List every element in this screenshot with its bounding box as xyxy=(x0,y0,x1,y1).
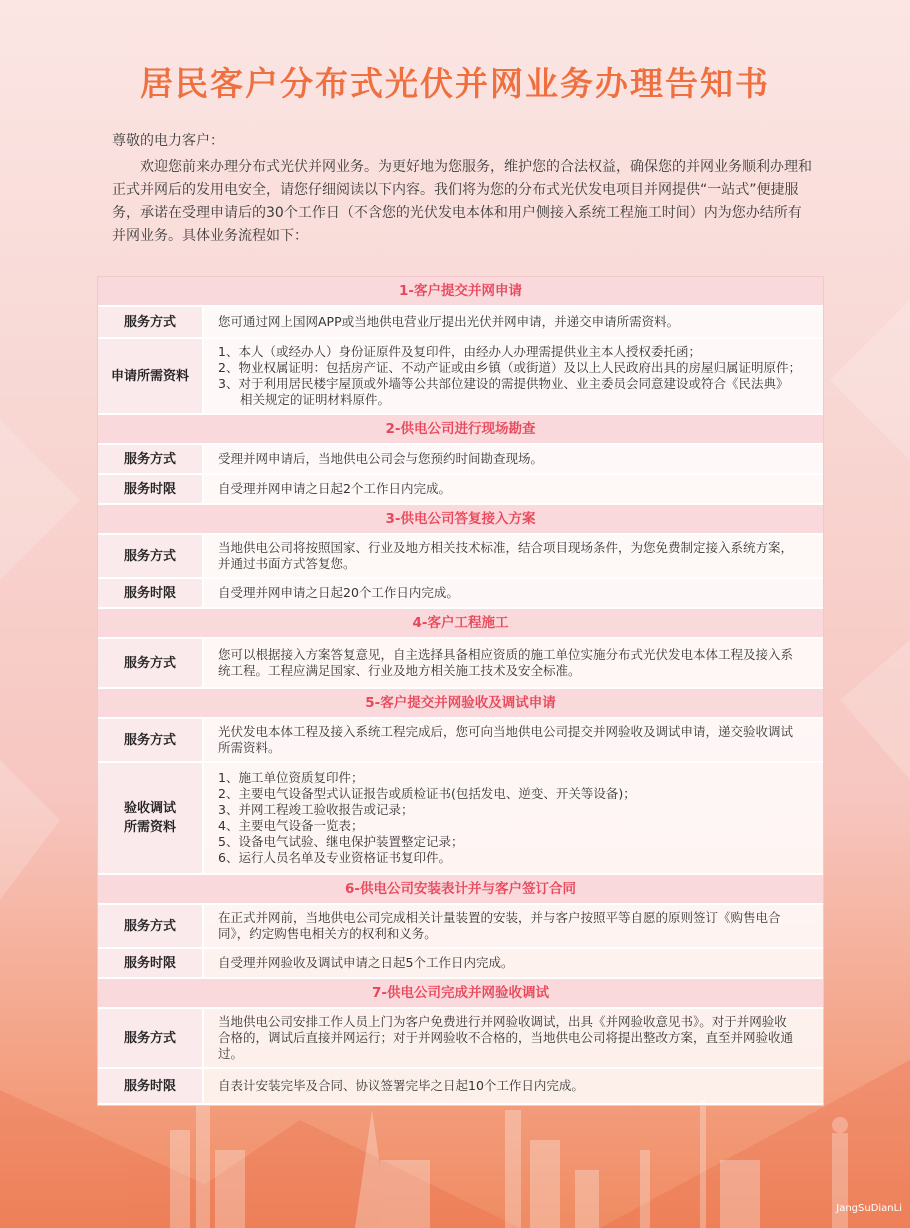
table-row xyxy=(98,763,823,875)
row-label: 服务方式 xyxy=(98,535,204,577)
table-row xyxy=(98,1009,823,1069)
row-content xyxy=(204,307,823,337)
row-content xyxy=(204,639,823,687)
intro-section xyxy=(112,130,812,248)
row-content xyxy=(204,949,823,977)
content-line: 2、物业权属证明：包括房产证、不动产证或由乡镇（或街道）及以上人民政府出具的房屋归属证明原件； xyxy=(218,360,801,375)
row-content xyxy=(204,763,823,873)
row-content xyxy=(204,579,823,607)
table-row xyxy=(98,475,823,505)
content-line: 所需资料。 xyxy=(218,740,281,755)
table-row xyxy=(98,307,823,339)
content-line: 您可通过网上国网APP或当地供电营业厅提出光伏并网申请，并递交申请所需资料。 xyxy=(218,314,680,329)
table-row xyxy=(98,905,823,949)
row-label: 服务方式 xyxy=(98,307,204,337)
table-row xyxy=(98,445,823,475)
watermark: JangSuDianLi xyxy=(836,1203,902,1214)
intro-paragraph: 欢迎您前来办理分布式光伏并网业务。为更好地为您服务，维护您的合法权益，确保您的并网业务顺利办理和正式并网后的发用电安全，请您仔细阅读以下内容。我们将为您的分布式光伏发电项目并网提供“一站式”便捷服务，承诺在受理申请后的30个工作日（不含您的光伏发电本体和用户侧接入系统工程施工时间）内为您办结所有并网业务。具体业务流程如下： xyxy=(112,159,812,244)
page-title: 居民客户分布式光伏并网业务办理告知书 xyxy=(140,64,770,103)
row-content xyxy=(204,339,823,413)
table-row xyxy=(98,1069,823,1105)
content-line: 3、对于利用居民楼宇屋顶或外墙等公共部位建设的需提供物业、业主委员会同意建设或符合《民法典》 xyxy=(218,376,789,391)
content-line: 1、本人（或经办人）身份证原件及复印件，由经办人办理需提供业主本人授权委托函； xyxy=(218,344,701,359)
content-line: 5、设备电气试验、继电保护装置整定记录； xyxy=(218,834,464,849)
row-content xyxy=(204,1069,823,1103)
content-line: 统工程。工程应满足国家、行业及地方相关施工技术及安全标准。 xyxy=(218,663,581,678)
section-header-step-5: 5-客户提交并网验收及调试申请 xyxy=(98,689,823,719)
table-row xyxy=(98,949,823,979)
row-label: 服务时限 xyxy=(98,1069,204,1103)
content-line: 您可以根据接入方案答复意见，自主选择具备相应资质的施工单位实施分布式光伏发电本体工程及接入系 xyxy=(218,647,794,662)
section-header-step-4: 4-客户工程施工 xyxy=(98,609,823,639)
row-label: 申请所需资料 xyxy=(98,339,204,413)
content-line: 4、主要电气设备一览表； xyxy=(218,818,364,833)
content-line: 2、主要电气设备型式认证报告或质检证书(包括发电、逆变、开关等设备)； xyxy=(218,786,636,801)
content-line: 当地供电公司安排工作人员上门为客户免费进行并网验收调试，出具《并网验收意见书》。对于并网验收 xyxy=(218,1014,787,1029)
content-line: 6、运行人员名单及专业资格证书复印件。 xyxy=(218,850,451,865)
content-line: 自受理并网申请之日起2个工作日内完成。 xyxy=(218,481,451,496)
greeting: 尊敬的电力客户： xyxy=(112,133,224,149)
row-label: 服务方式 xyxy=(98,445,204,473)
section-header-step-1: 1-客户提交并网申请 xyxy=(98,277,823,307)
content-line: 合格的，调试后直接并网运行；对于并网验收不合格的，当地供电公司将提出整改方案，直至并网验收通 xyxy=(218,1030,794,1045)
content-line: 自受理并网验收及调试申请之日起5个工作日内完成。 xyxy=(218,955,514,970)
row-label: 服务方式 xyxy=(98,1009,204,1067)
row-label: 服务时限 xyxy=(98,949,204,977)
row-label: 服务方式 xyxy=(98,905,204,947)
process-table xyxy=(97,276,824,1106)
table-row xyxy=(98,719,823,763)
content-line: 过。 xyxy=(218,1046,244,1061)
content-line: 受理并网申请后，当地供电公司会与您预约时间勘查现场。 xyxy=(218,451,544,466)
content-line: 1、施工单位资质复印件； xyxy=(218,770,364,785)
content-line: 3、并网工程竣工验收报告或记录； xyxy=(218,802,414,817)
content-line: 并通过书面方式答复您。 xyxy=(218,556,356,571)
row-label: 服务方式 xyxy=(98,719,204,761)
row-content xyxy=(204,719,823,761)
section-header-step-6: 6-供电公司安装表计并与客户签订合同 xyxy=(98,875,823,905)
row-content xyxy=(204,445,823,473)
row-content xyxy=(204,905,823,947)
content-line: 当地供电公司将按照国家、行业及地方相关技术标准，结合项目现场条件，为您免费制定接入系统方案， xyxy=(218,540,794,555)
content-line: 相关规定的证明材料原件。 xyxy=(240,392,391,407)
row-content xyxy=(204,1009,823,1067)
table-row xyxy=(98,339,823,415)
row-label: 服务时限 xyxy=(98,579,204,607)
row-label: 服务时限 xyxy=(98,475,204,503)
city-skyline-silhouette xyxy=(170,1100,848,1228)
content-line: 自表计安装完毕及合同、协议签署完毕之日起10个工作日内完成。 xyxy=(218,1078,584,1093)
table-row xyxy=(98,579,823,609)
content-line: 自受理并网申请之日起20个工作日内完成。 xyxy=(218,585,459,600)
table-row xyxy=(98,535,823,579)
section-header-step-7: 7-供电公司完成并网验收调试 xyxy=(98,979,823,1009)
content-line: 在正式并网前，当地供电公司完成相关计量装置的安装，并与客户按照平等自愿的原则签订《购售电合 xyxy=(218,910,781,925)
table-row xyxy=(98,639,823,689)
row-label: 服务方式 xyxy=(98,639,204,687)
row-label: 验收调试 所需资料 xyxy=(98,763,204,873)
row-content xyxy=(204,475,823,503)
content-line: 光伏发电本体工程及接入系统工程完成后，您可向当地供电公司提交并网验收及调试申请，递交验收调试 xyxy=(218,724,794,739)
content-line: 同》，约定购售电相关方的权利和义务。 xyxy=(218,926,437,941)
section-header-step-2: 2-供电公司进行现场勘查 xyxy=(98,415,823,445)
section-header-step-3: 3-供电公司答复接入方案 xyxy=(98,505,823,535)
row-content xyxy=(204,535,823,577)
